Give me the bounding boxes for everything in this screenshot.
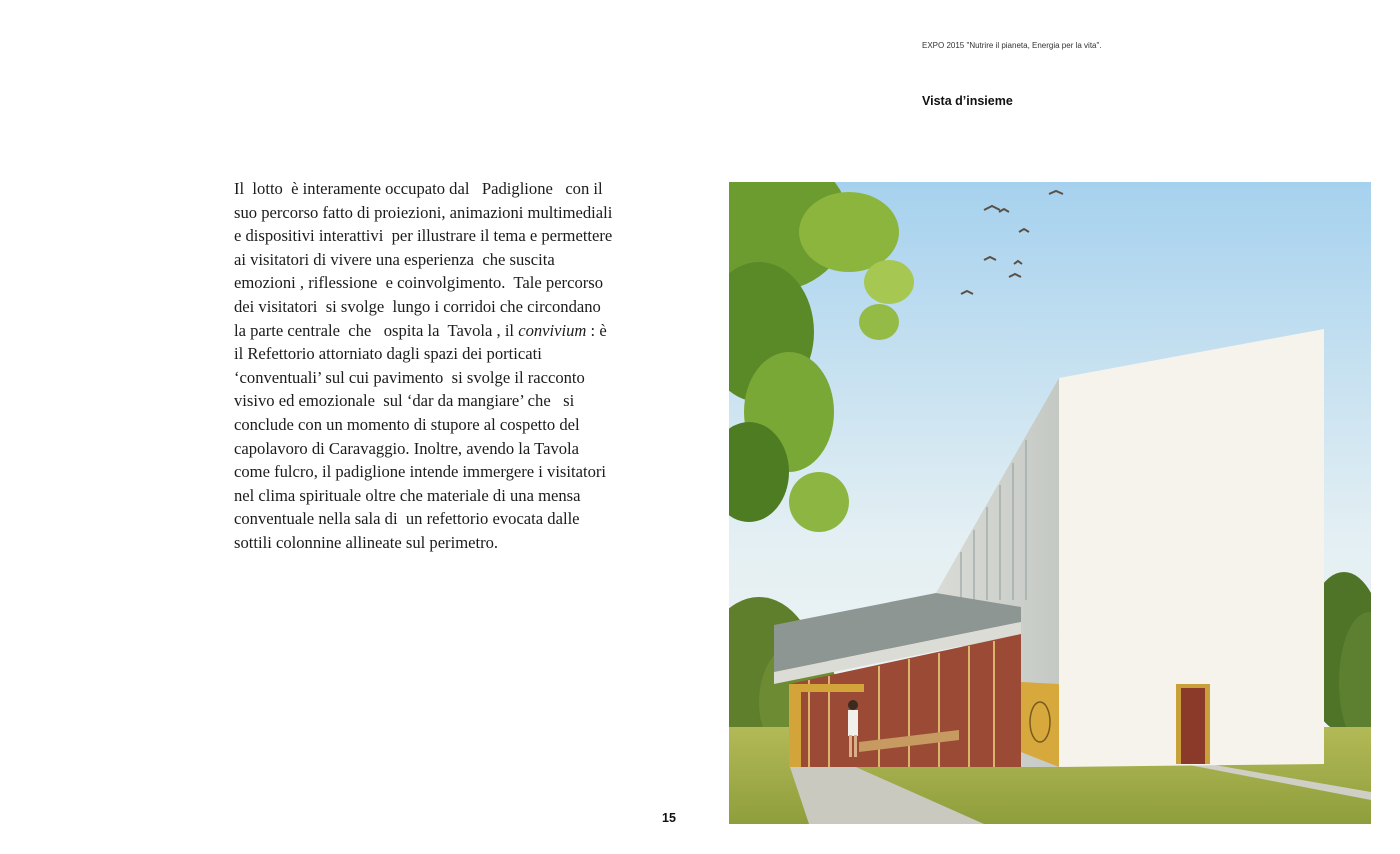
body-line: emozioni , riflessione e coinvolgimento. Tale percorso xyxy=(234,273,604,293)
body-line: ai visitatori di vivere una esperienza che suscita xyxy=(234,249,555,269)
body-line: ‘conventuali’ sul cui pavimento si svolge il racconto xyxy=(234,367,585,387)
body-paragraph xyxy=(234,177,654,555)
page-number: 15 xyxy=(662,811,676,825)
body-line: e dispositivi interattivi per illustrare il tema e permettere xyxy=(234,226,613,246)
body-line-end: : è xyxy=(586,320,607,340)
body-line: suo percorso fatto di proiezioni, animazioni multimediali xyxy=(234,202,613,222)
body-line: il Refettorio attorniato dagli spazi dei porticati xyxy=(234,344,542,364)
body-line: sottili colonnine allineate sul perimetro. xyxy=(234,532,499,552)
italic-term: convivium xyxy=(518,320,587,340)
section-title: Vista d’insieme xyxy=(922,94,1013,108)
body-line: come fulcro, il padiglione intende immergere i visitatori xyxy=(234,462,607,482)
body-line: visivo ed emozionale sul ‘dar da mangiare’ che si xyxy=(234,391,575,411)
body-line: capolavoro di Caravaggio. Inoltre, avendo la Tavola xyxy=(234,438,580,458)
body-line: dei visitatori si svolge lungo i corridoi che circondano xyxy=(234,296,601,316)
architectural-render-image xyxy=(729,182,1371,824)
header-note: EXPO 2015 "Nutrire il pianeta, Energia per la vita". xyxy=(922,41,1102,50)
body-line: Il lotto è interamente occupato dal Padiglione con il xyxy=(234,179,603,198)
body-line-start: la parte centrale che ospita la Tavola , il xyxy=(234,320,519,340)
body-line: conclude con un momento di stupore al cospetto del xyxy=(234,414,580,434)
body-line: nel clima spirituale oltre che materiale di una mensa xyxy=(234,485,581,505)
body-line: conventuale nella sala di un refettorio evocata dalle xyxy=(234,509,580,529)
body-line-with-italic xyxy=(234,319,654,343)
